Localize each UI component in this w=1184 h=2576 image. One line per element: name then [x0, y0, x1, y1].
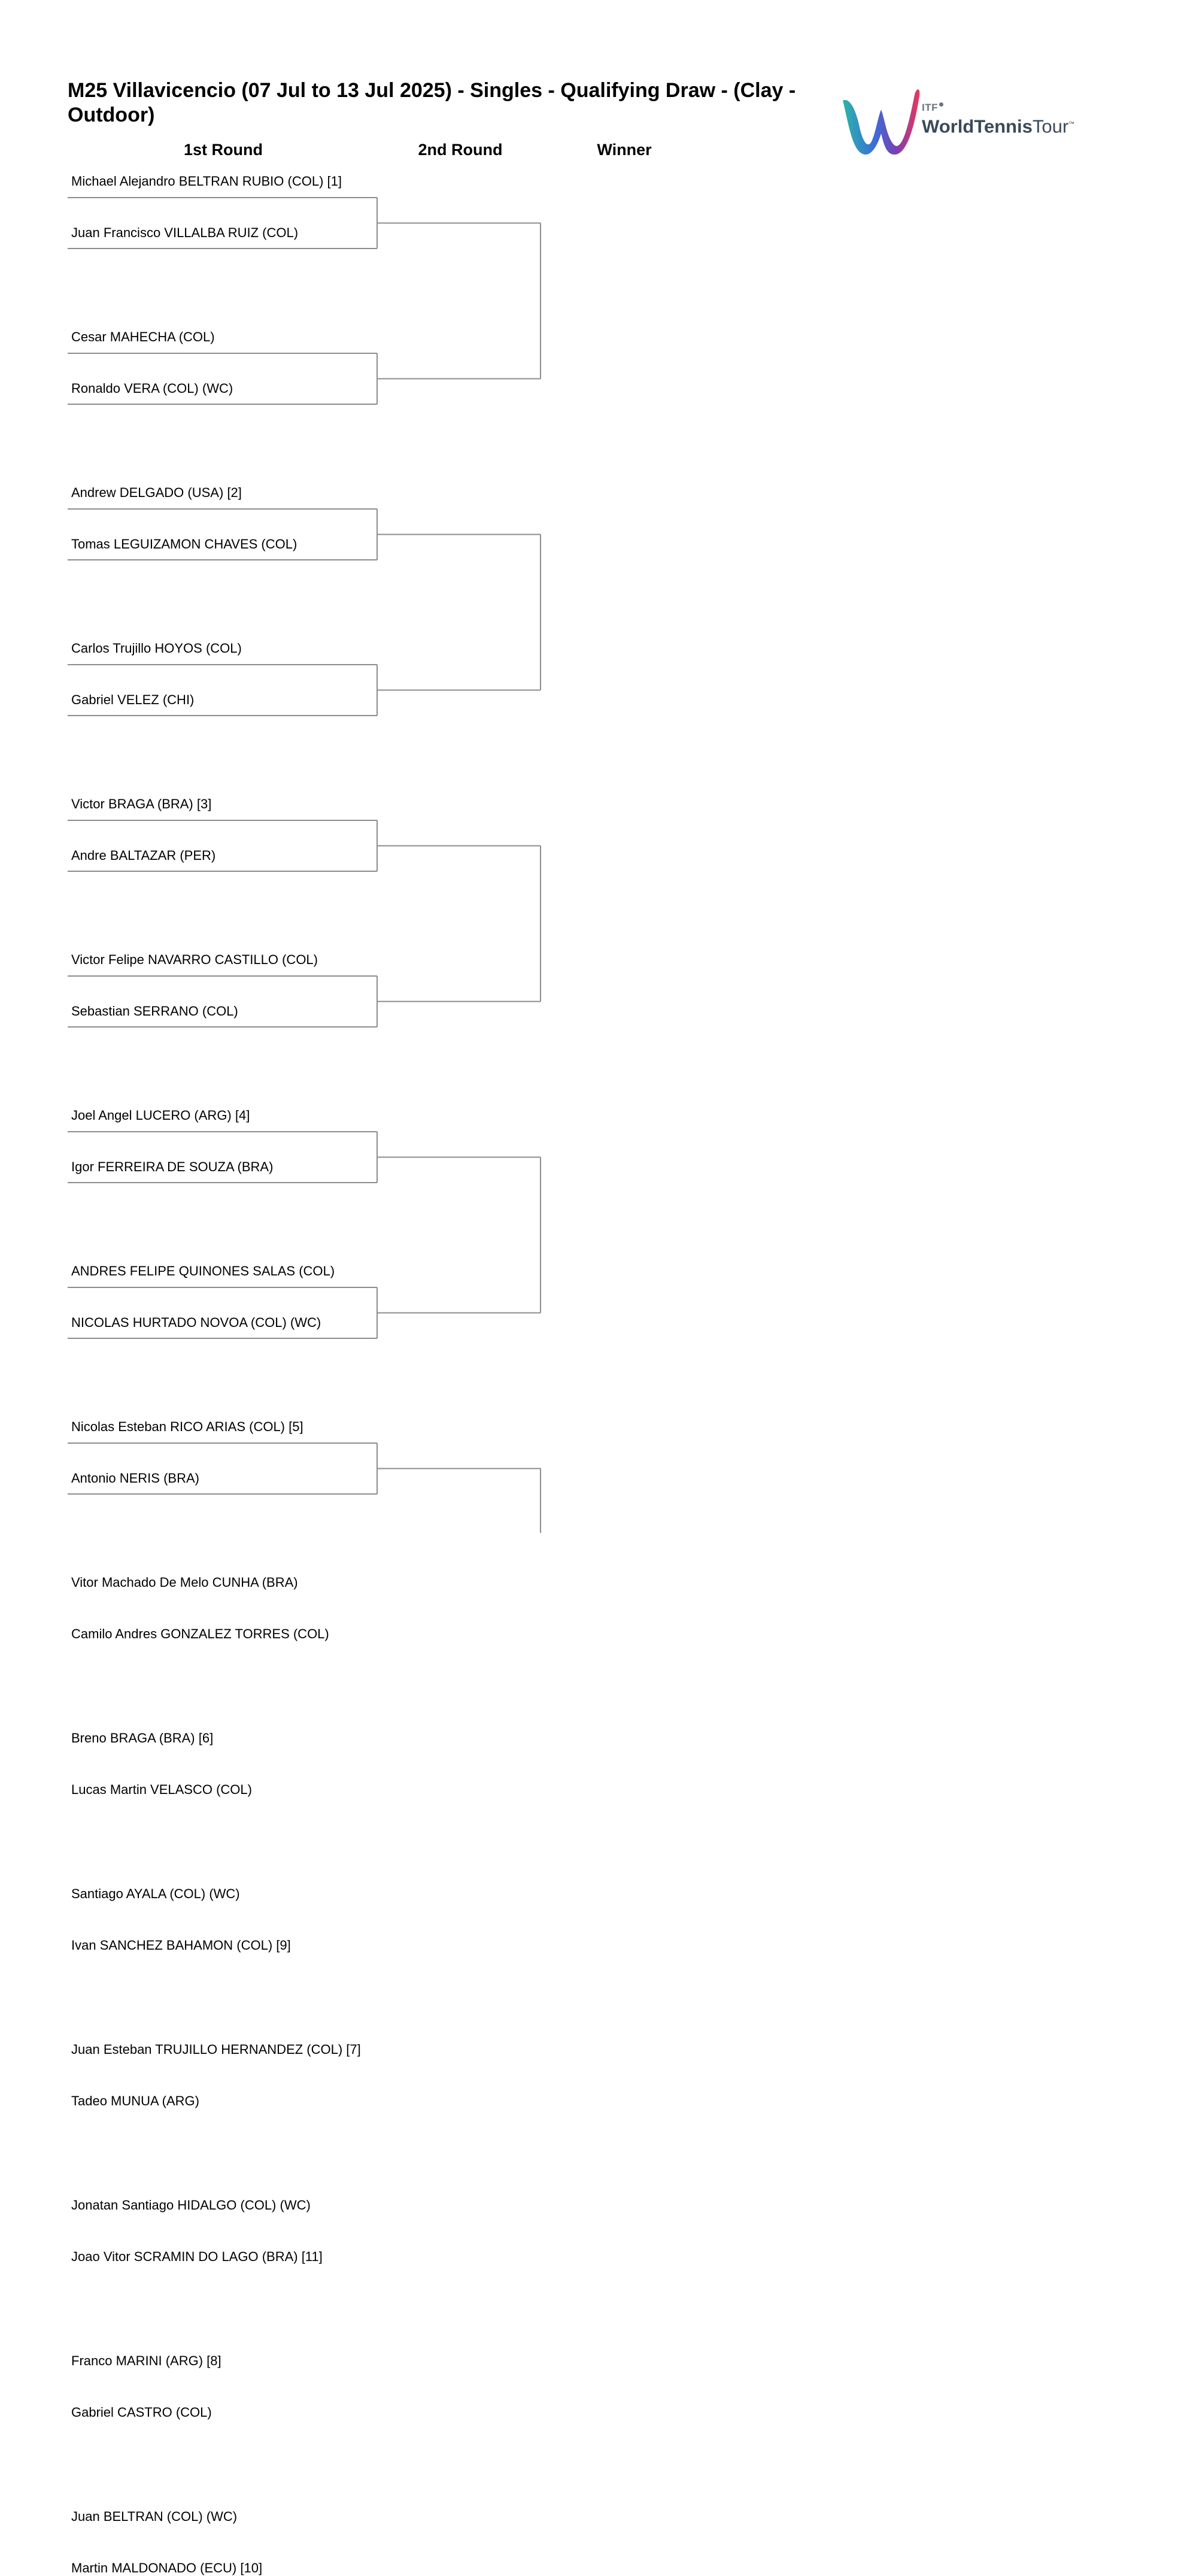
- player-entry: Andre BALTAZAR (PER): [71, 848, 216, 863]
- player-entry: Franco MARINI (ARG) [8]: [71, 2353, 221, 2368]
- player-entry: Ivan SANCHEZ BAHAMON (COL) [9]: [71, 1938, 291, 1953]
- player-entry: Camilo Andres GONZALEZ TORRES (COL): [71, 1626, 329, 1641]
- player-entry: NICOLAS HURTADO NOVOA (COL) (WC): [71, 1315, 321, 1330]
- itf-label: ITF: [922, 102, 943, 113]
- round-header-2nd-round: 2nd Round: [418, 141, 503, 159]
- player-entry: Juan BELTRAN (COL) (WC): [71, 2509, 238, 2524]
- world-tennis-tour-wordmark: WorldTennisTour™: [922, 116, 1075, 137]
- player-entry: Jonatan Santiago HIDALGO (COL) (WC): [71, 2198, 311, 2213]
- player-entry: Nicolas Esteban RICO ARIAS (COL) [5]: [71, 1419, 303, 1434]
- player-entry: Michael Alejandro BELTRAN RUBIO (COL) [1]: [71, 174, 342, 189]
- player-entry: Breno BRAGA (BRA) [6]: [71, 1731, 214, 1745]
- player-entry: Sebastian SERRANO (COL): [71, 1004, 238, 1019]
- player-entry: Ronaldo VERA (COL) (WC): [71, 381, 233, 396]
- draw-title: M25 Villavicencio (07 Jul to 13 Jul 2025) - Singles - Qualifying Draw - (Clay - Outdoor): [68, 79, 796, 126]
- player-entry: Joel Angel LUCERO (ARG) [4]: [71, 1108, 250, 1123]
- player-entry: Victor Felipe NAVARRO CASTILLO (COL): [71, 952, 318, 967]
- player-entry: Igor FERREIRA DE SOUZA (BRA): [71, 1159, 274, 1174]
- round-header-1st-round: 1st Round: [184, 141, 263, 159]
- round-header-winner: Winner: [597, 141, 652, 159]
- player-entry: Cesar MAHECHA (COL): [71, 329, 215, 344]
- player-entry: Martin MALDONADO (ECU) [10]: [71, 2560, 263, 2575]
- player-entry: Carlos Trujillo HOYOS (COL): [71, 641, 242, 656]
- player-entry: Juan Esteban TRUJILLO HERNANDEZ (COL) [7]: [71, 2042, 361, 2057]
- player-entry: Lucas Martin VELASCO (COL): [71, 1782, 252, 1797]
- player-entry: ANDRES FELIPE QUINONES SALAS (COL): [71, 1263, 335, 1278]
- player-entry: Andrew DELGADO (USA) [2]: [71, 485, 242, 500]
- player-entry: Vitor Machado De Melo CUNHA (BRA): [71, 1575, 298, 1590]
- player-entry: Juan Francisco VILLALBA RUIZ (COL): [71, 225, 299, 240]
- player-entry: Gabriel CASTRO (COL): [71, 2405, 212, 2420]
- player-entry: Tadeo MUNUA (ARG): [71, 2093, 199, 2108]
- player-entry: Antonio NERIS (BRA): [71, 1471, 199, 1486]
- player-entry: Joao Vitor SCRAMIN DO LAGO (BRA) [11]: [71, 2249, 323, 2264]
- player-entry: Tomas LEGUIZAMON CHAVES (COL): [71, 537, 297, 551]
- player-entry: Gabriel VELEZ (CHI): [71, 692, 195, 707]
- player-entry: Victor BRAGA (BRA) [3]: [71, 796, 212, 811]
- player-entry: Santiago AYALA (COL) (WC): [71, 1886, 240, 1901]
